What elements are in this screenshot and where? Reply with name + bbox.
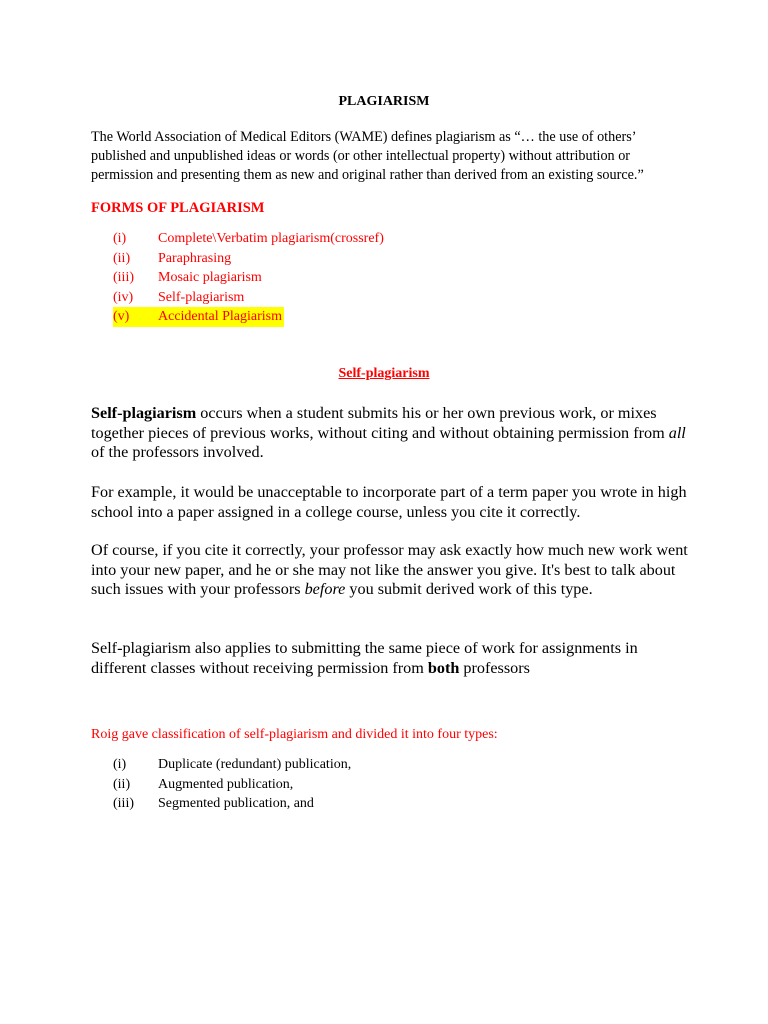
list-text: Segmented publication, and	[158, 796, 314, 811]
list-number: (ii)	[113, 776, 131, 792]
list-number: (iii)	[113, 270, 134, 285]
list-item	[113, 268, 384, 288]
italic-term: before	[304, 580, 346, 599]
types-list	[113, 755, 351, 814]
text-highlight	[113, 307, 284, 327]
intro-paragraph: The World Association of Medical Editors (WAME) defines plagiarism as “… the use of others’ published and unpublished ideas or words (or other intellectual property) without attribution or permission and presenting them as new and original rather than derived from an existing source.”	[91, 129, 644, 183]
text-run: professors	[459, 658, 530, 677]
list-text: Complete\Verbatim plagiarism(crossref)	[158, 231, 384, 246]
list-number: (iv)	[113, 289, 134, 305]
list-text: Accidental Plagiarism	[158, 309, 283, 324]
list-item	[113, 775, 351, 795]
list-text: Duplicate (redundant) publication,	[158, 757, 352, 772]
list-item	[113, 229, 384, 249]
list-text: Mosaic plagiarism	[158, 270, 262, 285]
list-number: (ii)	[113, 250, 131, 266]
list-item	[113, 288, 384, 308]
list-text: Self-plagiarism	[158, 289, 245, 305]
list-number: (i)	[113, 757, 127, 772]
self-plagiarism-heading: Self-plagiarism	[338, 366, 430, 381]
list-number: (i)	[113, 231, 127, 246]
paragraph-citation	[91, 541, 691, 600]
bold-term: Self-plagiarism	[91, 404, 197, 422]
list-item	[113, 755, 351, 775]
list-number: (v)	[113, 309, 130, 324]
forms-heading: FORMS OF PLAGIARISM	[91, 200, 265, 216]
list-item	[113, 794, 351, 814]
paragraph-assignments	[91, 639, 691, 678]
forms-list	[113, 229, 384, 327]
list-item-highlighted	[113, 307, 384, 327]
list-item	[113, 249, 384, 269]
text-run: occurs when a student submits his or her own previous work, or mixes together pieces of previous works, without citing and without obtaining permission from	[91, 404, 669, 442]
text-run: Self-plagiarism also applies to submitting the same piece of work for assignments in different classes without receiving permission from	[91, 639, 638, 677]
text-run: you submit derived work of this type.	[345, 580, 593, 599]
roig-classification: Roig gave classification of self-plagiarism and divided it into four types:	[91, 727, 498, 742]
paragraph-definition	[91, 404, 691, 463]
bold-term: both	[427, 658, 460, 677]
text-run: Of course, if you cite it correctly, your professor may ask exactly how much new work went into your new paper, and he or she may not like the answer you give. It's best to talk about such issues with your professors	[91, 541, 688, 599]
text-run: of the professors involved.	[91, 443, 264, 462]
list-number: (iii)	[113, 796, 134, 811]
paragraph-example: For example, it would be unacceptable to incorporate part of a term paper you wrote in high school into a paper assigned in a college course, unless you cite it correctly.	[91, 483, 687, 521]
page-title: PLAGIARISM	[338, 94, 430, 109]
list-text: Paraphrasing	[158, 250, 232, 266]
italic-term: all	[668, 423, 686, 442]
list-text: Augmented publication,	[158, 776, 294, 792]
